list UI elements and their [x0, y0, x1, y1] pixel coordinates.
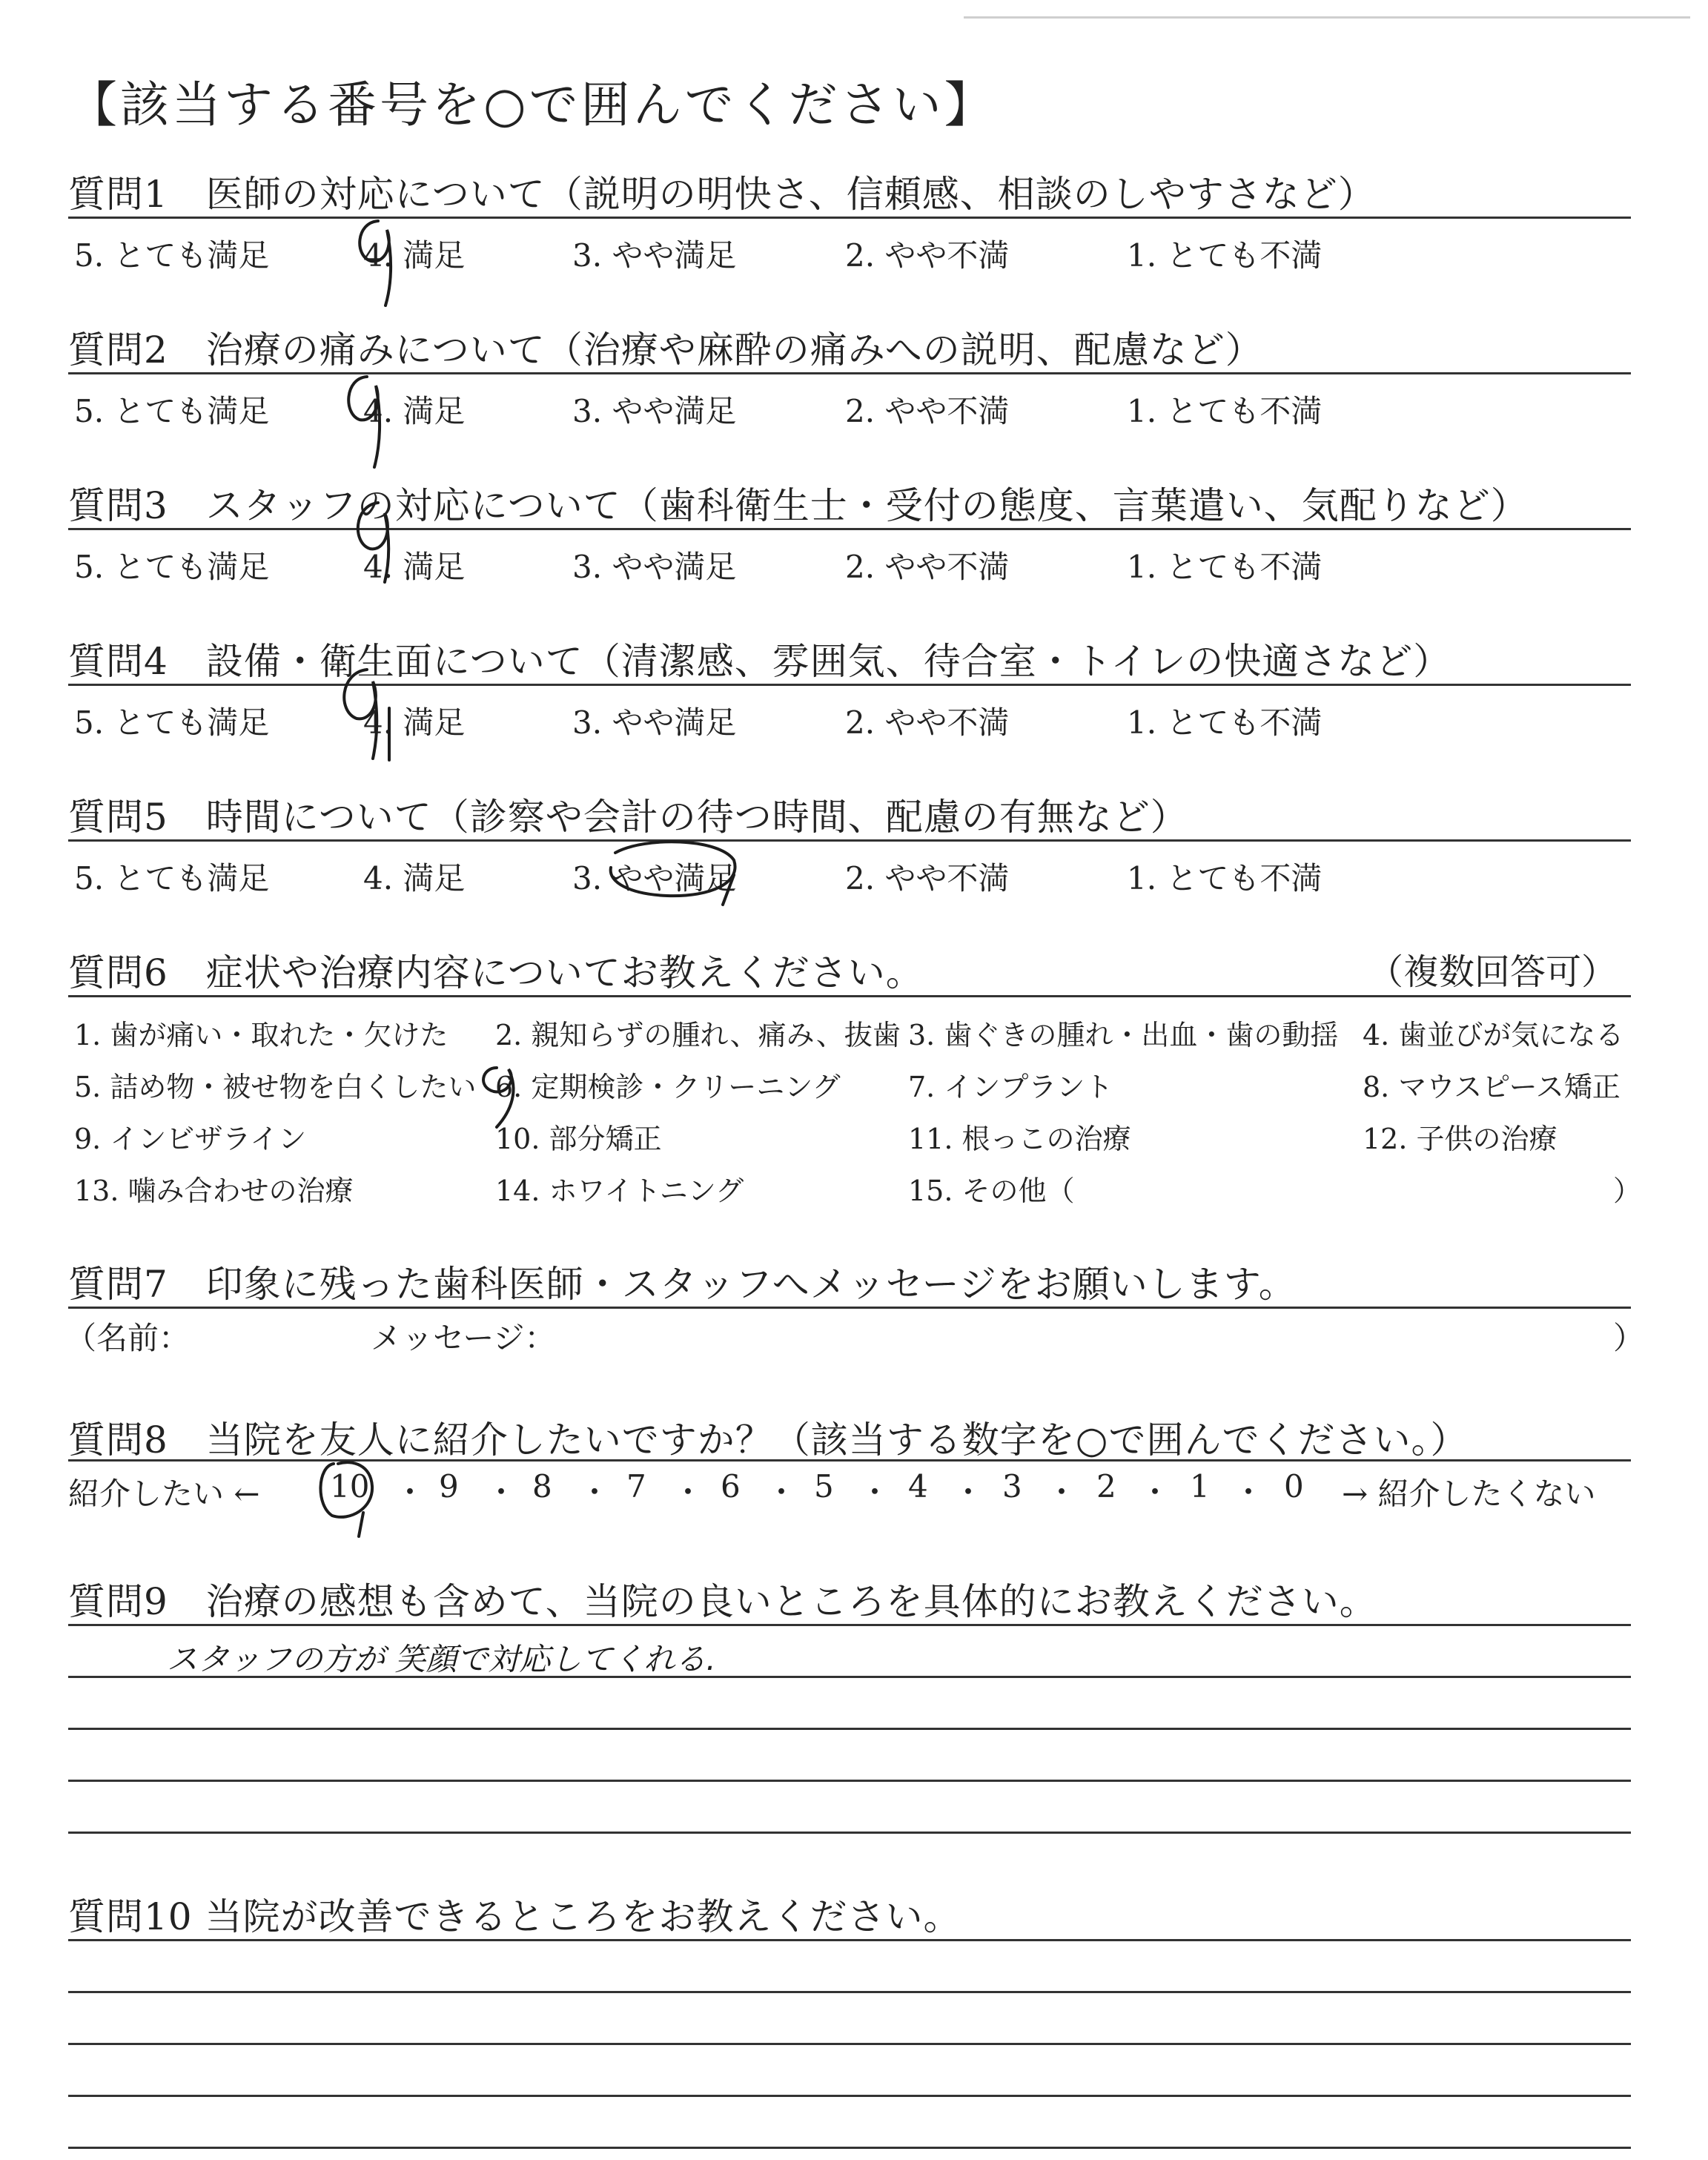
q10-answer-line: [68, 2043, 1631, 2045]
question-6-rule: [68, 995, 1631, 997]
question-9-rule: [68, 1624, 1631, 1626]
q3-option-3[interactable]: 3. やや満足: [572, 549, 737, 585]
q5-option-4[interactable]: 4. 満足: [363, 860, 466, 896]
q6-option-1[interactable]: 1. 歯が痛い・取れた・欠けた: [74, 1019, 448, 1051]
q6-option-15-close: ）: [1613, 1175, 1642, 1207]
q9-answer-line: [68, 1832, 1631, 1834]
q9-answer-line: [68, 1728, 1631, 1730]
q9-answer-line: [68, 1780, 1631, 1782]
question-3-heading: 質問3 スタッフの対応について（歯科衛生士・受付の態度、言葉遣い、気配りなど）: [68, 484, 1529, 527]
q3-option-2[interactable]: 2. やや不満: [845, 549, 1010, 585]
scan-edge-line: [964, 16, 1690, 19]
q8-scale-dot: ・: [1046, 1474, 1078, 1510]
q6-option-8[interactable]: 8. マウスピース矯正: [1363, 1071, 1621, 1103]
q4-option-5[interactable]: 5. とても満足: [74, 704, 270, 741]
q8-scale-6[interactable]: 6: [721, 1468, 741, 1505]
q5-answer-mark: [593, 830, 749, 912]
q8-scale-dot: ・: [859, 1474, 891, 1510]
q2-answer-mark: [337, 371, 404, 475]
q1-option-1[interactable]: 1. とても不満: [1127, 237, 1323, 274]
q6-option-15[interactable]: 15. その他（: [908, 1175, 1075, 1207]
q1-option-2[interactable]: 2. やや不満: [845, 237, 1010, 274]
q8-scale-9[interactable]: 9: [439, 1468, 459, 1505]
question-4-rule: [68, 684, 1631, 686]
q6-option-5[interactable]: 5. 詰め物・被せ物を白くしたい: [74, 1071, 477, 1103]
q7-close-paren: ）: [1613, 1320, 1645, 1356]
q8-scale-4[interactable]: 4: [908, 1468, 928, 1505]
question-2-heading: 質問2 治療の痛みについて（治療や麻酔の痛みへの説明、配慮など）: [68, 328, 1263, 371]
q8-scale-dot: ・: [579, 1474, 611, 1510]
q6-option-3[interactable]: 3. 歯ぐきの腫れ・出血・歯の動揺: [908, 1019, 1339, 1051]
q8-left-label: 紹介したい ←: [68, 1476, 260, 1512]
q7-message-label: メッセージ：: [371, 1320, 556, 1356]
q9-handwritten-answer: スタッフの方が 笑顔で対応してくれる.: [167, 1641, 716, 1677]
q6-option-6[interactable]: 6. 定期検診・クリーニング: [495, 1071, 841, 1103]
q1-option-5[interactable]: 5. とても満足: [74, 237, 270, 274]
q8-scale-0[interactable]: 0: [1284, 1468, 1304, 1505]
question-4-heading: 質問4 設備・衛生面について（清潔感、雰囲気、待合室・トイレの快適さなど）: [68, 640, 1452, 683]
q6-option-10[interactable]: 10. 部分矯正: [495, 1123, 662, 1155]
q9-answer-line: [68, 1676, 1631, 1678]
question-8-heading: 質問8 当院を友人に紹介したいですか？（該当する数字を○で囲んでください。）: [68, 1418, 1469, 1462]
q6-option-13[interactable]: 13. 噛み合わせの治療: [74, 1175, 354, 1207]
question-1-rule: [68, 217, 1631, 219]
q4-answer-mark: [330, 664, 404, 767]
q4-option-4[interactable]: 4. 満足: [363, 704, 466, 741]
q2-option-3[interactable]: 3. やや満足: [572, 393, 737, 429]
q8-scale-dot: ・: [953, 1474, 984, 1510]
q2-option-4[interactable]: 4. 満足: [363, 393, 466, 429]
q6-option-4[interactable]: 4. 歯並びが気になる: [1363, 1019, 1624, 1051]
q5-option-1[interactable]: 1. とても不満: [1127, 860, 1323, 896]
q8-scale-3[interactable]: 3: [1002, 1468, 1022, 1505]
q8-scale-2[interactable]: 2: [1096, 1468, 1116, 1505]
q10-answer-line: [68, 2147, 1631, 2149]
q8-scale-dot: ・: [394, 1474, 426, 1510]
q5-option-5[interactable]: 5. とても満足: [74, 860, 270, 896]
q3-option-4[interactable]: 4. 満足: [363, 549, 466, 585]
question-10-rule: [68, 1939, 1631, 1941]
q8-scale-7[interactable]: 7: [626, 1468, 646, 1505]
q1-answer-mark: [348, 215, 415, 311]
question-1-heading: 質問1 医師の対応について（説明の明快さ、信頼感、相談のしやすさなど）: [68, 173, 1376, 216]
q4-option-3[interactable]: 3. やや満足: [572, 704, 737, 741]
page-title: 【該当する番号を○で囲んでください】: [68, 76, 996, 133]
q7-name-label: （名前：: [65, 1320, 191, 1356]
q8-scale-dot: ・: [486, 1474, 517, 1510]
question-3-rule: [68, 528, 1631, 530]
question-7-rule: [68, 1307, 1631, 1309]
q8-scale-dot: ・: [672, 1474, 704, 1510]
q1-option-3[interactable]: 3. やや満足: [572, 237, 737, 274]
q6-multiple-answer-note: （複数回答可）: [1368, 951, 1618, 993]
q2-option-5[interactable]: 5. とても満足: [74, 393, 270, 429]
q6-option-7[interactable]: 7. インプラント: [908, 1071, 1113, 1103]
q1-option-4[interactable]: 4. 満足: [363, 237, 466, 274]
q8-scale-dot: ・: [1233, 1474, 1265, 1510]
question-5-heading: 質問5 時間について（診察や会計の待つ時間、配慮の有無など）: [68, 796, 1188, 839]
question-9-heading: 質問9 治療の感想も含めて、当院の良いところを具体的にお教えください。: [68, 1580, 1377, 1623]
q5-option-2[interactable]: 2. やや不満: [845, 860, 1010, 896]
q8-scale-5[interactable]: 5: [814, 1468, 834, 1505]
question-5-rule: [68, 839, 1631, 842]
q2-option-1[interactable]: 1. とても不満: [1127, 393, 1323, 429]
q10-answer-line: [68, 2095, 1631, 2097]
q8-answer-mark: [311, 1453, 393, 1542]
q6-option-11[interactable]: 11. 根っこの治療: [908, 1123, 1131, 1155]
q8-scale-dot: ・: [1139, 1474, 1171, 1510]
q6-option-2[interactable]: 2. 親知らずの腫れ、痛み、抜歯: [495, 1019, 901, 1051]
q8-right-label: → 紹介したくない: [1342, 1476, 1596, 1512]
q6-option-9[interactable]: 9. インビザライン: [74, 1123, 307, 1155]
q8-scale-dot: ・: [766, 1474, 798, 1510]
q10-answer-line: [68, 1991, 1631, 1993]
q3-answer-mark: [345, 497, 411, 593]
q6-option-14[interactable]: 14. ホワイトニング: [495, 1175, 744, 1207]
q8-scale-8[interactable]: 8: [532, 1468, 552, 1505]
q2-option-2[interactable]: 2. やや不満: [845, 393, 1010, 429]
q5-option-3[interactable]: 3. やや満足: [572, 860, 737, 896]
question-2-rule: [68, 372, 1631, 374]
q3-option-1[interactable]: 1. とても不満: [1127, 549, 1323, 585]
q3-option-5[interactable]: 5. とても満足: [74, 549, 270, 585]
q8-scale-1[interactable]: 1: [1190, 1468, 1210, 1505]
question-10-heading: 質問10 当院が改善できるところをお教えください。: [68, 1895, 961, 1938]
q8-scale-10[interactable]: 10: [330, 1468, 370, 1505]
q4-option-2[interactable]: 2. やや不満: [845, 704, 1010, 741]
q6-answer-mark: [467, 1053, 556, 1135]
q4-option-1[interactable]: 1. とても不満: [1127, 704, 1323, 741]
question-8-rule: [68, 1459, 1631, 1462]
q6-option-12[interactable]: 12. 子供の治療: [1363, 1123, 1558, 1155]
question-7-heading: 質問7 印象に残った歯科医師・スタッフへメッセージをお願いします。: [68, 1263, 1297, 1306]
question-6-heading: 質問6 症状や治療内容についてお教えください。: [68, 951, 924, 994]
